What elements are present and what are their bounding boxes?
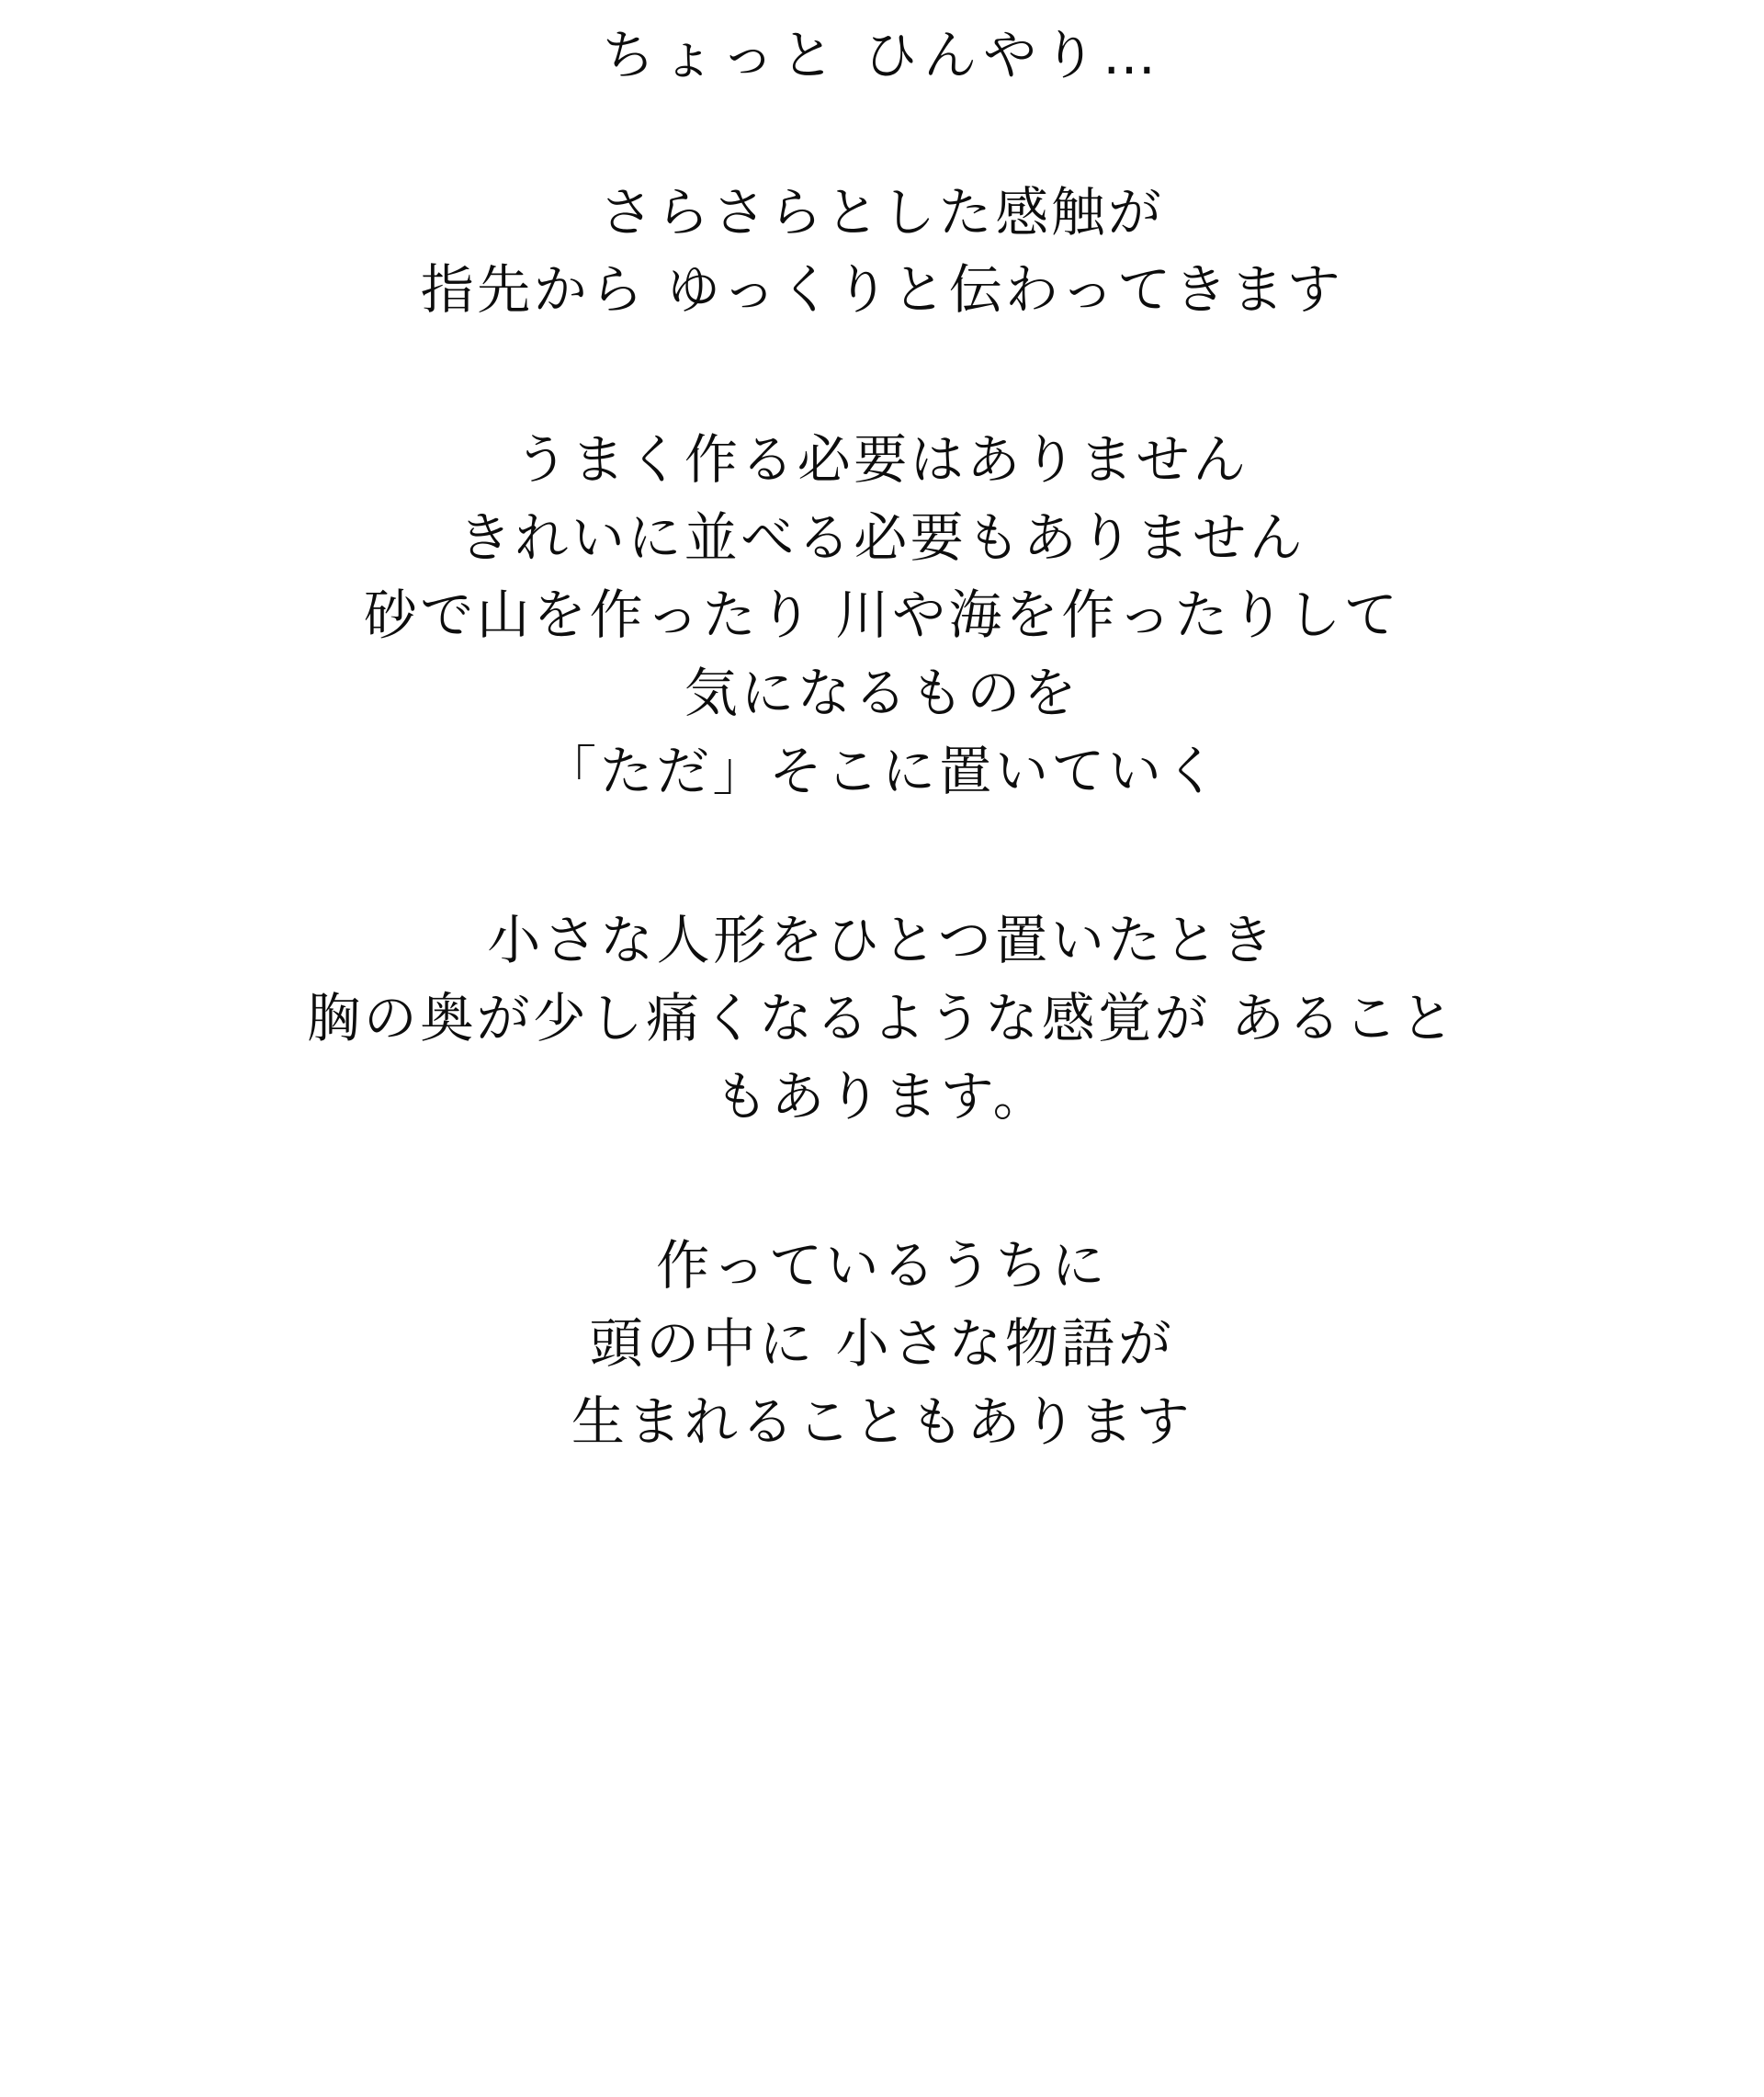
document-body — [37, 17, 1727, 1460]
paragraph-line: 小さな人形をひとつ置いたとき — [487, 909, 1277, 972]
paragraph-3 — [37, 901, 1727, 1135]
document-heading-block — [37, 17, 1727, 95]
paragraph-line: きれいに並べる必要もありません — [458, 505, 1306, 569]
paragraph-line: もあります。 — [714, 1064, 1050, 1128]
paragraph-line: 指先から ゆっくりと伝わってきます — [420, 258, 1344, 322]
page-title: ちょっと ひんやり… — [601, 24, 1163, 86]
paragraph-line: 砂で山を作ったり 川や海を作ったりして — [363, 584, 1401, 647]
paragraph-4 — [37, 1227, 1727, 1460]
paragraph-1 — [37, 174, 1727, 329]
paragraph-line: 「ただ」そこに置いていく — [543, 739, 1221, 802]
paragraph-line: さらさらとした感触が — [599, 180, 1165, 244]
paragraph-line: 胸の奥が少し痛くなるような感覚が あること — [307, 987, 1457, 1050]
paragraph-line: うまく作る必要はありません — [514, 428, 1250, 492]
paragraph-line: 気になるものを — [684, 662, 1080, 725]
paragraph-line: 頭の中に 小さな物語が — [589, 1312, 1175, 1376]
paragraph-line: 作っているうちに — [656, 1234, 1108, 1298]
paragraph-2 — [37, 421, 1727, 810]
paragraph-line: 生まれることもあります — [571, 1389, 1193, 1453]
